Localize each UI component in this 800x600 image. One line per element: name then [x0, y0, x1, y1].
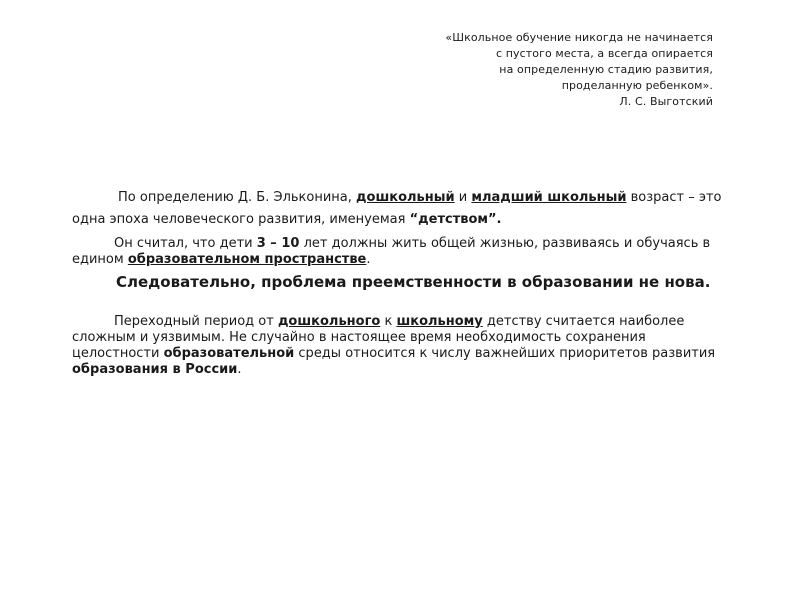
conclusion-heading: Следовательно, проблема преемственности в образовании не нова. — [116, 273, 711, 291]
text-run: Переходный период от — [114, 314, 278, 329]
epigraph-line: «Школьное обучение никогда не начинается — [445, 31, 713, 44]
epigraph-line: на определенную стадию развития, — [499, 63, 713, 76]
paragraph-3-line-4 — [72, 362, 742, 378]
text-run: детству считается наиболее — [482, 314, 685, 329]
emphasis: школьному — [396, 314, 483, 329]
paragraph-3-line-2: сложным и уязвимым. Не случайно в настоящее время необходимость сохранения — [72, 330, 646, 345]
paragraph-1-line-2 — [72, 212, 742, 228]
emphasis: образовательном пространстве — [127, 252, 367, 267]
paragraph-2-line-2 — [72, 252, 742, 268]
emphasis: 3 – 10 — [256, 236, 300, 251]
epigraph-line: с пустого места, а всегда опирается — [496, 47, 713, 60]
main-text — [72, 190, 742, 378]
text-run: Он считал, что дети — [114, 236, 257, 251]
epigraph-quote — [373, 30, 713, 110]
emphasis: образования в России — [72, 362, 238, 377]
emphasis: дошкольный — [356, 190, 455, 205]
emphasis: младший школьный — [471, 190, 627, 205]
paragraph-3-line-3 — [72, 346, 742, 362]
text-run: к — [380, 314, 397, 329]
text-run: лет должны жить общей жизнью, развиваясь и обучаясь в — [299, 236, 711, 251]
text-run: и — [454, 190, 472, 205]
epigraph-author: Л. С. Выготский — [619, 95, 713, 108]
text-run: одна эпоха человеческого развития, именуемая — [72, 212, 410, 227]
paragraph-3-line-1 — [72, 314, 742, 330]
text-run: . — [237, 362, 242, 377]
text-run: возраст – это — [626, 190, 722, 205]
text-run: едином — [72, 252, 128, 267]
text-run: По определению Д. Б. Эльконина, — [118, 190, 357, 205]
text-run: целостности — [72, 346, 164, 361]
text-run: . — [366, 252, 371, 267]
epigraph-line: проделанную ребенком». — [561, 79, 713, 92]
paragraph-1-line-1 — [72, 190, 742, 206]
emphasis: дошкольного — [277, 314, 381, 329]
emphasis: “детством”. — [409, 212, 502, 227]
text-run: среды относится к числу важнейших приоритетов развития — [294, 346, 716, 361]
paragraph-2-line-1 — [72, 236, 742, 252]
emphasis: образовательной — [163, 346, 295, 361]
